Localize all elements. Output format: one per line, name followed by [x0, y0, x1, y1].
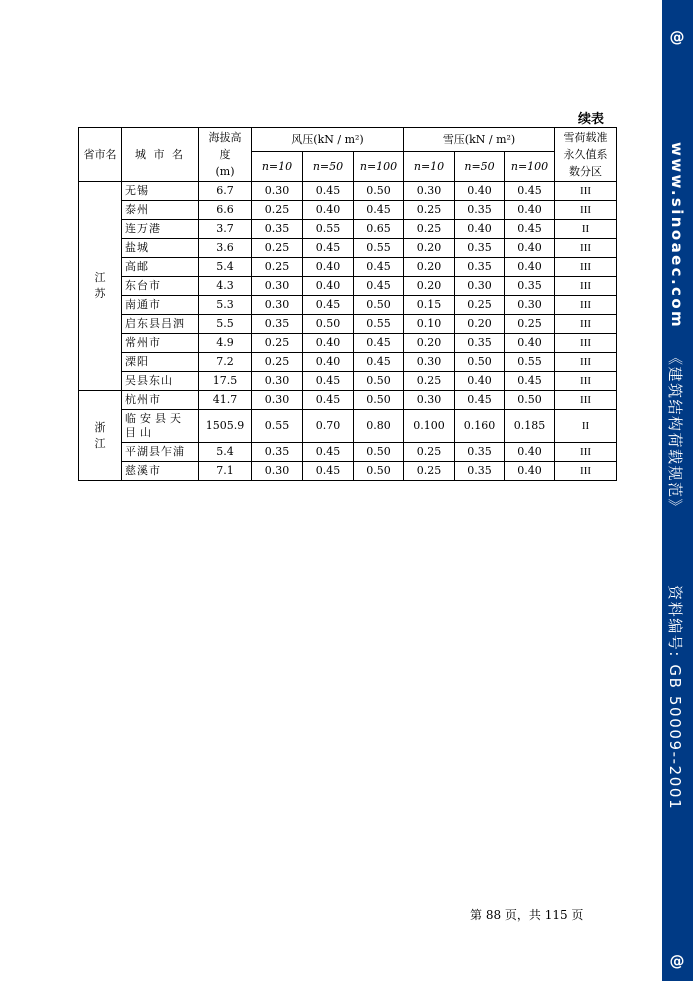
cell-w50: 0.70 [303, 410, 354, 443]
cell-s50: 0.160 [455, 410, 505, 443]
cell-alt: 5.3 [199, 296, 252, 315]
header-zone-line3: 数分区 [569, 165, 603, 178]
cell-zone: II [555, 220, 617, 239]
cell-zone: III [555, 315, 617, 334]
cell-w10: 0.30 [252, 462, 303, 481]
cell-w10: 0.30 [252, 372, 303, 391]
cell-s100: 0.40 [505, 258, 555, 277]
cell-w100: 0.50 [354, 372, 404, 391]
cell-s10: 0.25 [404, 220, 455, 239]
header-altitude-line1: 海拔高 [208, 131, 242, 144]
cell-s50: 0.20 [455, 315, 505, 334]
cell-s50: 0.35 [455, 239, 505, 258]
cell-s50: 0.35 [455, 334, 505, 353]
city-name: 溧阳 [122, 353, 199, 372]
city-name: 南通市 [122, 296, 199, 315]
cell-w50: 0.45 [303, 462, 354, 481]
cell-w50: 0.50 [303, 315, 354, 334]
cell-s50: 0.40 [455, 372, 505, 391]
cell-s50: 0.45 [455, 391, 505, 410]
cell-w50: 0.40 [303, 334, 354, 353]
cell-alt: 7.1 [199, 462, 252, 481]
table-row [79, 182, 617, 201]
cell-w100: 0.45 [354, 277, 404, 296]
cell-s10: 0.30 [404, 182, 455, 201]
header-wind-pressure: 风压(kN / m²) [252, 128, 404, 152]
cell-s50: 0.35 [455, 443, 505, 462]
table-row [79, 296, 617, 315]
cell-alt: 17.5 [199, 372, 252, 391]
table-row [79, 372, 617, 391]
table-row [79, 239, 617, 258]
cell-s10: 0.20 [404, 334, 455, 353]
cell-s100: 0.40 [505, 443, 555, 462]
cell-w10: 0.25 [252, 239, 303, 258]
city-name: 启东县吕泗 [122, 315, 199, 334]
cell-s50: 0.35 [455, 201, 505, 220]
cell-s10: 0.25 [404, 372, 455, 391]
cell-w100: 0.50 [354, 443, 404, 462]
header-snow-pressure: 雪压(kN / m²) [404, 128, 555, 152]
city-name: 连万港 [122, 220, 199, 239]
cell-s10: 0.25 [404, 462, 455, 481]
at-sign-top: @ [669, 28, 685, 46]
header-wind-n10: n=10 [252, 152, 303, 182]
header-wind-n100: n=100 [354, 152, 404, 182]
city-name: 杭州市 [122, 391, 199, 410]
cell-s100: 0.45 [505, 372, 555, 391]
header-altitude-line2: 度 [219, 148, 231, 161]
cell-w100: 0.45 [354, 334, 404, 353]
cell-w10: 0.35 [252, 315, 303, 334]
cell-w50: 0.45 [303, 443, 354, 462]
cell-s10: 0.10 [404, 315, 455, 334]
at-sign-bottom: @ [669, 952, 685, 970]
cell-zone: III [555, 391, 617, 410]
cell-w10: 0.35 [252, 220, 303, 239]
table-row [79, 353, 617, 372]
header-wind-n50: n=50 [303, 152, 354, 182]
cell-alt: 6.6 [199, 201, 252, 220]
cell-s100: 0.45 [505, 220, 555, 239]
cell-zone: III [555, 462, 617, 481]
continued-label: 续表 [578, 112, 605, 127]
cell-zone: III [555, 277, 617, 296]
cell-s50: 0.30 [455, 277, 505, 296]
cell-alt: 1505.9 [199, 410, 252, 443]
table-row [79, 410, 617, 443]
cell-w100: 0.50 [354, 182, 404, 201]
cell-w50: 0.55 [303, 220, 354, 239]
table-body [79, 182, 617, 481]
cell-s10: 0.20 [404, 239, 455, 258]
header-snow-n100: n=100 [505, 152, 555, 182]
header-altitude-unit: (m) [215, 165, 235, 178]
cell-w10: 0.25 [252, 201, 303, 220]
table-row [79, 258, 617, 277]
cell-zone: III [555, 201, 617, 220]
city-name: 吴县东山 [122, 372, 199, 391]
cell-s100: 0.40 [505, 239, 555, 258]
cell-s100: 0.55 [505, 353, 555, 372]
cell-alt: 5.5 [199, 315, 252, 334]
cell-w100: 0.65 [354, 220, 404, 239]
cell-w10: 0.25 [252, 258, 303, 277]
cell-w50: 0.45 [303, 239, 354, 258]
cell-w10: 0.30 [252, 277, 303, 296]
cell-s10: 0.100 [404, 410, 455, 443]
cell-w10: 0.35 [252, 443, 303, 462]
header-snow-n50: n=50 [455, 152, 505, 182]
cell-s100: 0.50 [505, 391, 555, 410]
province-name: 江苏 [94, 271, 106, 300]
cell-s50: 0.40 [455, 182, 505, 201]
province-name: 浙江 [94, 420, 106, 450]
city-name: 高邮 [122, 258, 199, 277]
sidebar-website: www.sinoaec.com [668, 142, 686, 330]
cell-s50: 0.40 [455, 220, 505, 239]
cell-alt: 4.9 [199, 334, 252, 353]
table-row [79, 201, 617, 220]
city-name: 平湖县乍浦 [122, 443, 199, 462]
cell-w100: 0.45 [354, 201, 404, 220]
cell-zone: III [555, 258, 617, 277]
header-snow-zone [555, 128, 617, 182]
cell-zone: III [555, 353, 617, 372]
city-name: 常州市 [122, 334, 199, 353]
cell-alt: 6.7 [199, 182, 252, 201]
cell-alt: 3.6 [199, 239, 252, 258]
city-name: 东台市 [122, 277, 199, 296]
cell-w50: 0.40 [303, 353, 354, 372]
city-name: 慈溪市 [122, 462, 199, 481]
cell-s100: 0.40 [505, 334, 555, 353]
table-row [79, 277, 617, 296]
province-cell [79, 182, 122, 391]
cell-w10: 0.25 [252, 353, 303, 372]
cell-w100: 0.45 [354, 258, 404, 277]
table-row [79, 220, 617, 239]
cell-w50: 0.45 [303, 296, 354, 315]
cell-w100: 0.50 [354, 462, 404, 481]
cell-w50: 0.40 [303, 201, 354, 220]
page-number: 第 88 页，共 115 页 [470, 908, 584, 922]
table-row [79, 443, 617, 462]
table-row [79, 391, 617, 410]
header-zone-line1: 雪荷载准 [563, 131, 608, 144]
cell-w100: 0.80 [354, 410, 404, 443]
cell-zone: III [555, 372, 617, 391]
cell-w50: 0.45 [303, 391, 354, 410]
cell-zone: III [555, 443, 617, 462]
city-name: 临安县天目山 [122, 410, 199, 443]
cell-zone: III [555, 182, 617, 201]
cell-s10: 0.15 [404, 296, 455, 315]
cell-s100: 0.45 [505, 182, 555, 201]
cell-zone: III [555, 239, 617, 258]
cell-w50: 0.40 [303, 258, 354, 277]
cell-alt: 41.7 [199, 391, 252, 410]
cell-w10: 0.30 [252, 296, 303, 315]
cell-w10: 0.25 [252, 334, 303, 353]
table-row [79, 334, 617, 353]
cell-s10: 0.25 [404, 443, 455, 462]
header-zone-line2: 永久值系 [563, 148, 608, 161]
cell-s50: 0.50 [455, 353, 505, 372]
cell-alt: 3.7 [199, 220, 252, 239]
cell-s10: 0.20 [404, 277, 455, 296]
cell-zone: III [555, 334, 617, 353]
cell-s100: 0.30 [505, 296, 555, 315]
cell-s10: 0.30 [404, 391, 455, 410]
cell-s100: 0.25 [505, 315, 555, 334]
header-province: 省市名 [79, 128, 122, 182]
sidebar-document-code: 资料编号: GB 50009--2001 [666, 585, 684, 811]
cell-w50: 0.45 [303, 372, 354, 391]
cell-alt: 5.4 [199, 258, 252, 277]
table-row [79, 462, 617, 481]
cell-w100: 0.50 [354, 391, 404, 410]
sidebar-book-title: 《建筑结构荷载规范》 [666, 350, 684, 516]
cell-alt: 4.3 [199, 277, 252, 296]
cell-zone: III [555, 296, 617, 315]
cell-w10: 0.30 [252, 391, 303, 410]
cell-w50: 0.45 [303, 182, 354, 201]
city-name: 无锡 [122, 182, 199, 201]
header-snow-n10: n=10 [404, 152, 455, 182]
cell-s50: 0.25 [455, 296, 505, 315]
cell-w100: 0.45 [354, 353, 404, 372]
province-cell [79, 391, 122, 481]
table-row [79, 315, 617, 334]
header-city: 城 市 名 [122, 128, 199, 182]
cell-s10: 0.20 [404, 258, 455, 277]
cell-alt: 5.4 [199, 443, 252, 462]
cell-s100: 0.185 [505, 410, 555, 443]
cell-zone: II [555, 410, 617, 443]
cell-s50: 0.35 [455, 258, 505, 277]
cell-w100: 0.50 [354, 296, 404, 315]
cell-w100: 0.55 [354, 315, 404, 334]
cell-s100: 0.35 [505, 277, 555, 296]
cell-w100: 0.55 [354, 239, 404, 258]
snow-wind-pressure-table [78, 127, 617, 481]
cell-s100: 0.40 [505, 201, 555, 220]
cell-s100: 0.40 [505, 462, 555, 481]
header-altitude [199, 128, 252, 182]
cell-w50: 0.40 [303, 277, 354, 296]
city-name: 盐城 [122, 239, 199, 258]
city-name: 泰州 [122, 201, 199, 220]
cell-s50: 0.35 [455, 462, 505, 481]
cell-w10: 0.55 [252, 410, 303, 443]
cell-alt: 7.2 [199, 353, 252, 372]
cell-s10: 0.30 [404, 353, 455, 372]
cell-s10: 0.25 [404, 201, 455, 220]
cell-w10: 0.30 [252, 182, 303, 201]
